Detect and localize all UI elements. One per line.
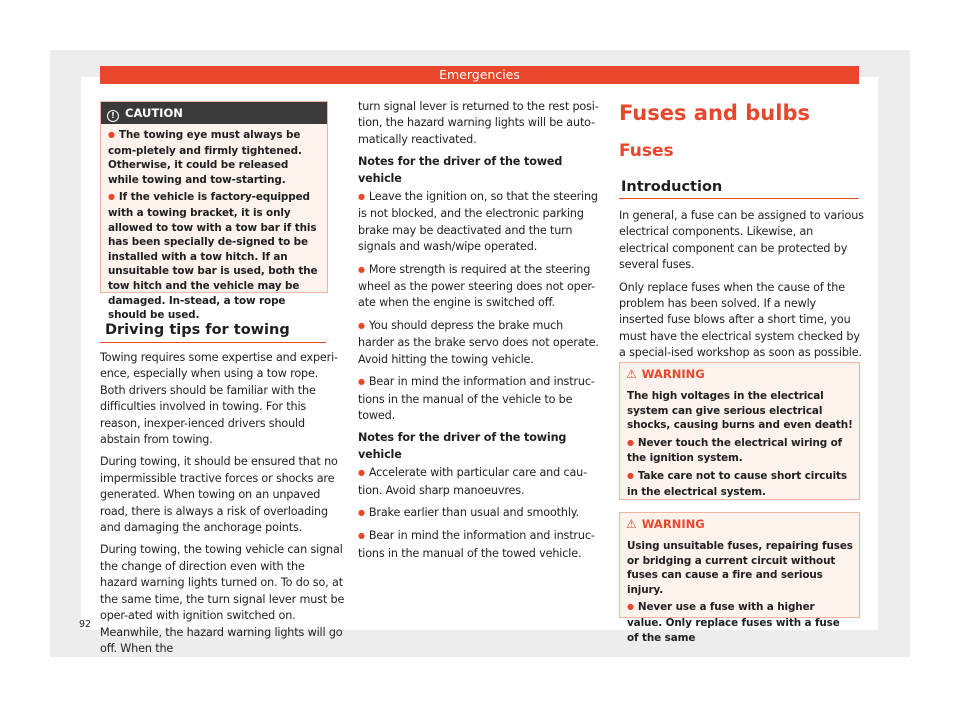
caution-item: ● The towing eye must always be com-pletely and firmly tightened. Otherwise, it could be released while towing and tow-starting. (108, 128, 321, 187)
fuses-text (619, 208, 864, 368)
middle-column (358, 99, 602, 568)
paragraph: Towing requires some expertise and experi-ence, especially when using a tow rope. Both drivers should be familiar with the difficulties involved in towing. For this reason, inexper-ienced drivers should abstain from towing. (100, 351, 338, 447)
list-item: ● Accelerate with particular care and cau-tion. Avoid sharp manoeuvres. (358, 465, 602, 499)
warning-item: ● Never use a fuse with a higher value. Only replace fuses with a fuse of the same (627, 600, 853, 645)
introduction-heading: Introduction (621, 179, 723, 195)
heading-rule (100, 342, 326, 343)
list-item: ● You should depress the brake much harder as the brake servo does not operate. Avoid hitting the towing vehicle. (358, 318, 602, 368)
warning-triangle-icon: ⚠ (626, 367, 637, 381)
warning-intro: The high voltages in the electrical system can give serious electrical shocks, causing burns and even death! (627, 390, 853, 432)
list-item: ● More strength is required at the steering wheel as the power steering does not oper-ate when the engine is switched off. (358, 262, 602, 312)
list-item: ● Bear in mind the information and instruc-tions in the manual of the towed vehicle. (358, 528, 602, 562)
list-item: ● Brake earlier than usual and smoothly. (358, 505, 602, 522)
caution-body (101, 124, 327, 323)
page-number: 92 (79, 619, 92, 630)
warning-box (619, 512, 860, 644)
caution-box (100, 101, 328, 322)
list-item: ● Leave the ignition on, so that the steering is not blocked, and the electronic parking brake may be deactivated and the turn signals and wash/wipe operated. (358, 189, 602, 256)
driving-tips-text (100, 350, 345, 663)
warning-intro: Using unsuitable fuses, repairing fuses or bridging a current circuit without fuses can cause a fire and serious injury. (627, 540, 853, 596)
paragraph: turn signal lever is returned to the rest posi-tion, the hazard warning lights will be auto-matically reactivated. (358, 100, 599, 146)
warning-item: ● Take care not to cause short circuits in the electrical system. (627, 469, 853, 499)
warning-label: WARNING (641, 517, 705, 531)
caution-header (101, 102, 327, 124)
towed-heading: Notes for the driver of the towed vehicle (358, 155, 563, 185)
paragraph: Only replace fuses when the cause of the problem has been solved. If a newly inserted fuse blows after a short time, you must have the electrical system checked by a special-ised workshop as soon as possible. (619, 280, 862, 360)
warning-body (620, 535, 859, 645)
caution-item: ● If the vehicle is factory-equipped with a towing bracket, it is only allowed to tow with a tow bar if this has been specially de-signed to be installed with a tow hitch. If an unsuitable tow bar is used, both the tow hitch and the vehicle may be damaged. In-stead, a tow rope should be used. (108, 190, 321, 322)
warning-header (620, 513, 859, 535)
heading-rule (619, 198, 859, 199)
list-item: ● Bear in mind the information and instruc-tions in the manual of the vehicle to be towed. (358, 374, 602, 424)
warning-triangle-icon: ⚠ (626, 517, 637, 531)
towing-heading: Notes for the driver of the towing vehicle (358, 431, 567, 461)
warning-body (620, 385, 859, 499)
chapter-header: Emergencies (100, 66, 859, 84)
paragraph: During towing, it should be ensured that no impermissible tractive forces or shocks are generated. When towing on an unpaved road, there is always a risk of overloading and damaging the anchorage points. (100, 455, 338, 535)
subsection-title: Fuses (619, 141, 674, 161)
warning-item: ● Never touch the electrical wiring of the ignition system. (627, 436, 853, 466)
caution-label: CAUTION (125, 106, 183, 120)
paragraph: During towing, the towing vehicle can signal the change of direction even with the hazard warning lights turned on. To do so, at the same time, the turn signal lever must be oper-ated with ignition switched on. Meanwhile, the hazard warning lights will go off. When the (100, 543, 345, 655)
warning-header (620, 363, 859, 385)
info-circle-icon: ! (107, 110, 119, 122)
warning-label: WARNING (641, 367, 705, 381)
paragraph: In general, a fuse can be assigned to various electrical components. Likewise, an electrical component can be protected by several fuses. (619, 209, 864, 272)
warning-box (619, 362, 860, 500)
driving-tips-heading: Driving tips for towing (105, 322, 290, 338)
section-title: Fuses and bulbs (619, 101, 810, 125)
